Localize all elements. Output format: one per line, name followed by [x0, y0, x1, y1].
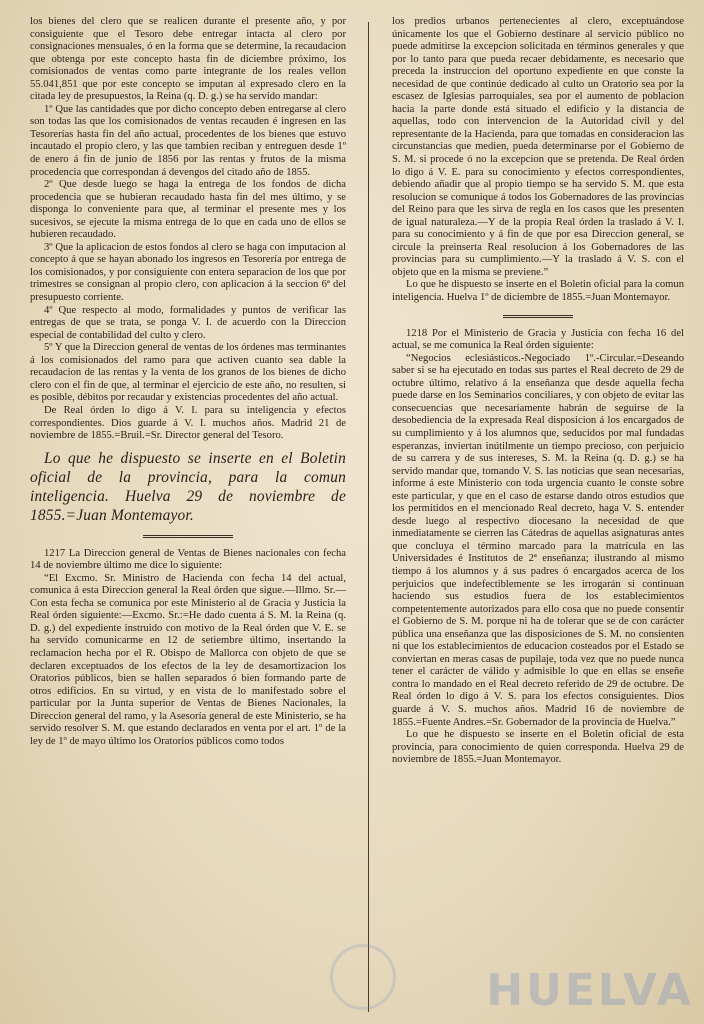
notice-1218-closing: Lo que he dispuesto se inserte en el Boletin oficial de esta provincia, para conocimiento de quien corresponda. Huelva 29 de noviembre de 1855.=Juan Montemayor. [392, 729, 684, 766]
decree-article-3: 3º Que la aplicacion de estos fondos al clero se haga con imputacion al concepto á que se hayan abonado los ingresos en Tesorería por entrega de los comisionados, y por consiguiente con entera separacion de los que por trimestres se consignan al propio clero, con aplicacion á la seccion 6ª del presupuesto corriente. [30, 241, 346, 304]
decree-text-opening: los bienes del clero que se realicen durante el presente año, y por consiguiente que el Tesoro debe entregar intacta al clero por consignaciones mensuales, ó en la forma que se determine, la recaudacion que obtenga por este concepto hasta fin de diciembre próximo, los comisionados de ventas como parte integrante de los reales vellon 55.041,851 que por este concepto se imputan al expresado clero en la citada ley de presupuestos, la Reina (q. D. g.) se ha servido mandar: [30, 16, 346, 103]
decree-article-2: 2º Que desde luego se haga la entrega de los fondos de dicha procedencia que se hubieran recaudado hasta fin del mes último, y se disponga lo conveniente para que, al terminar el presente mes y los sucesivos, se ejecute la misma entrega de lo que en cada uno de ellos se hubieren recaudado. [30, 179, 346, 241]
library-seal-watermark [330, 944, 396, 1010]
notice-1217-intro: 1217 La Direccion general de Ventas de Bienes nacionales con fecha 14 de noviembre último me dice lo siguiente: [30, 547, 346, 572]
section-separator [143, 535, 233, 538]
left-column [30, 16, 346, 1016]
notice-1217-body: “El Excmo. Sr. Ministro de Hacienda con fecha 14 del actual, comunica á esta Direccion general la Real órden que sigue.—Illmo. Sr.—Con esta fecha se comunica por este Ministerio al de Gracia y Justicia la Real órden siguiente:—Excmo. Sr.:=He dado cuenta á S. M. la Reina (q. D. g.) del expediente instruido con motivo de la Real órden que V. E. se ha servido comunicarme en 12 de setiembre último, insertando la reclamacion hecha por el R. Obispo de Mallorca con objeto de que se declaren exceptuados de los efectos de la ley de desamortizacion los Oratorios públicos, bien se hallen separados ó bien formando parte de otros edificios. En su virtud, y en vista de lo manifestado sobre el particular por la Junta superior de Ventas de Bienes Nacionales, la Direccion general del ramo, y la Asesoría general de este Ministerio, se ha servido resolver S. M. que estando declarados en venta por el art. 1º de la ley de 1º de mayo último los Oratorios públicos como todos [30, 572, 346, 747]
governor-notice: Lo que he dispuesto se inserte en el Boletin oficial de la provincia, para la comun inteligencia. Huelva 29 de noviembre de 1855.=Juan Montemayor. [30, 449, 346, 524]
section-separator [503, 315, 573, 318]
right-column [392, 16, 684, 1016]
decree-article-5: 5º Y que la Direccion general de ventas de los órdenes mas terminantes á los comisionados del ramo para que activen cuanto sea dable la recaudacion de las rentas y la venta de los granos de los bienes de dicho clero con el fin de que, al terminar el ejercicio de este año, no resulten, si es posible, débitos por recaudar y existencias procedentes del año actual. [30, 342, 346, 404]
decree-article-4: 4º Que respecto al modo, formalidades y puntos de verificar las entregas de que se trata, se ponga V. I. de acuerdo con la Direccion especial de contabilidad del culto y clero. [30, 304, 346, 341]
huelva-watermark: HUELVA [486, 965, 694, 1016]
decree-signature: De Real órden lo digo á V. I. para su inteligencia y efectos correspondientes. Dios guarde á V. I. muchos años. Madrid 21 de noviembre de 1855.=Bruil.=Sr. Director general del Tesoro. [30, 404, 346, 442]
column-rule [368, 22, 369, 1012]
notice-1217-closing: Lo que he dispuesto se inserte en el Boletin oficial para la comun inteligencia. Huelva 1º de diciembre de 1855.=Juan Montemayor. [392, 279, 684, 304]
notice-1218-body: “Negocios eclesiásticos.-Negociado 1º.-Circular.=Deseando saber si se ha ejecutado en todas sus partes el Real decreto de 29 de octubre último, relativo á la enseñanza que desde aquella fecha puede darse en los Seminarios conciliares, y con objeto de evitar las consecuencias que necesariamente habrán de seguirse de la desobediencia de la expresada Real disposicion á los encargados de su cumplimiento y á los alumnos que, seducidos por mal fundadas esperanzas, inviertan inútilmente un tiempo precioso, con perjuicio de su carrera y de sus intereses, S. M. la Reina (q. D. g.) se ha servido mandar que, tomando V. S. las noticias que sean necesarias, informe á este Ministerio con toda urgencia cuanto le conste sobre este particular, y que en el caso de estarse dando otros estudios que los permitidos en el mencionado Real decreto, haga V. S. entender desde luego al respectivo diocesano la necesidad de que inmediatamente se cierren las Cátedras de aquellas asignaturas antes que concluya el término marcado para la matrícula en las Universidades é Institutos de 2ª enseñanza; ilustrando al mismo tiempo á los alumnos y á sus padres ó encargados acerca de los perjuicios que indefectiblemente se les irrogarán si continuan haciendo sus estudios fuera de los establecimientos competentemente autorizados para ello cosa que no puede consentir el Gobierno de S. M. porque ni ha de tolerar que se de con carácter pública una enseñanza que las disposiciones de S. M. no consienten ni que los establecimientos de educacion costeados por el Estado se conviertan en meras casas de pupilaje, toda vez que no puede nunca tener el carácter de válido y admisible lo que en ellas se enseñe contra lo mandado en el Real decreto referido de 29 de octubre. De Real órden lo digo á V. S. para los efectos consiguientes. Dios guarde á V. S. muchos años. Madrid 16 de noviembre de 1855.=Fuente Andres.=Sr. Gobernador de la provincia de Huelva.” [392, 352, 684, 728]
decree-article-1: 1º Que las cantidades que por dicho concepto deben entregarse al clero son todas las que los comisionados de ventas recauden é ingresen en las Tesorerías hasta fin del año actual, procedentes de los bienes que estuvo incautado el propio clero, y las que tambien reciban y entreguen desde 1º de enero á fin de junio de 1856 por las rentas y frutos de la misma procedencia que correspondan á devengos del citado año de 1855. [30, 103, 346, 178]
notice-1217-continuation: los predios urbanos pertenecientes al clero, exceptuándose únicamente los que el Gobierno destinare al servicio público no puede admitirse la excepcion solicitada en términos generales y que por lo tanto para que pueda recaer debidamente, es necesario que preceda la instruccion del oportuno expediente en que conste la necesidad de que continúe dedicado al culto un Oratorio sea por la escasez de Iglesias parroquiales, sea por el aumento de poblacion hacia la parte donde está situado el edificio y la distancia de aquellas, todo con intervencion de la Autoridad civil y del representante de la Hacienda, para que tomadas en consideracion las circunstancias que medien, pueda determinarse por el Gobierno de S. M. si procede ó no la excepcion que se pretenda. De Real órden lo digo á V. E. para su conocimiento y efectos correspondientes, debiendo añadir que al propio tiempo se ha servido S. M. que esta resolucion se comunique á todos los Gobernadores de las provincias del Reino para que les sirva de regla en los casos que les presenten de igual naturaleza.—Y de la propia Real órden la traslado á V. I. para su conocimiento y á fin de que por esa Direccion general, se circule la preinserta Real resolucion á los Gobernadores de las provincias para su cumplimiento.—Y la traslado á V. S. con el objeto que en la misma se previene.” [392, 16, 684, 278]
notice-1218-intro: 1218 Por el Ministerio de Gracia y Justicia con fecha 16 del actual, se me comunica la Real órden siguiente: [392, 327, 684, 352]
